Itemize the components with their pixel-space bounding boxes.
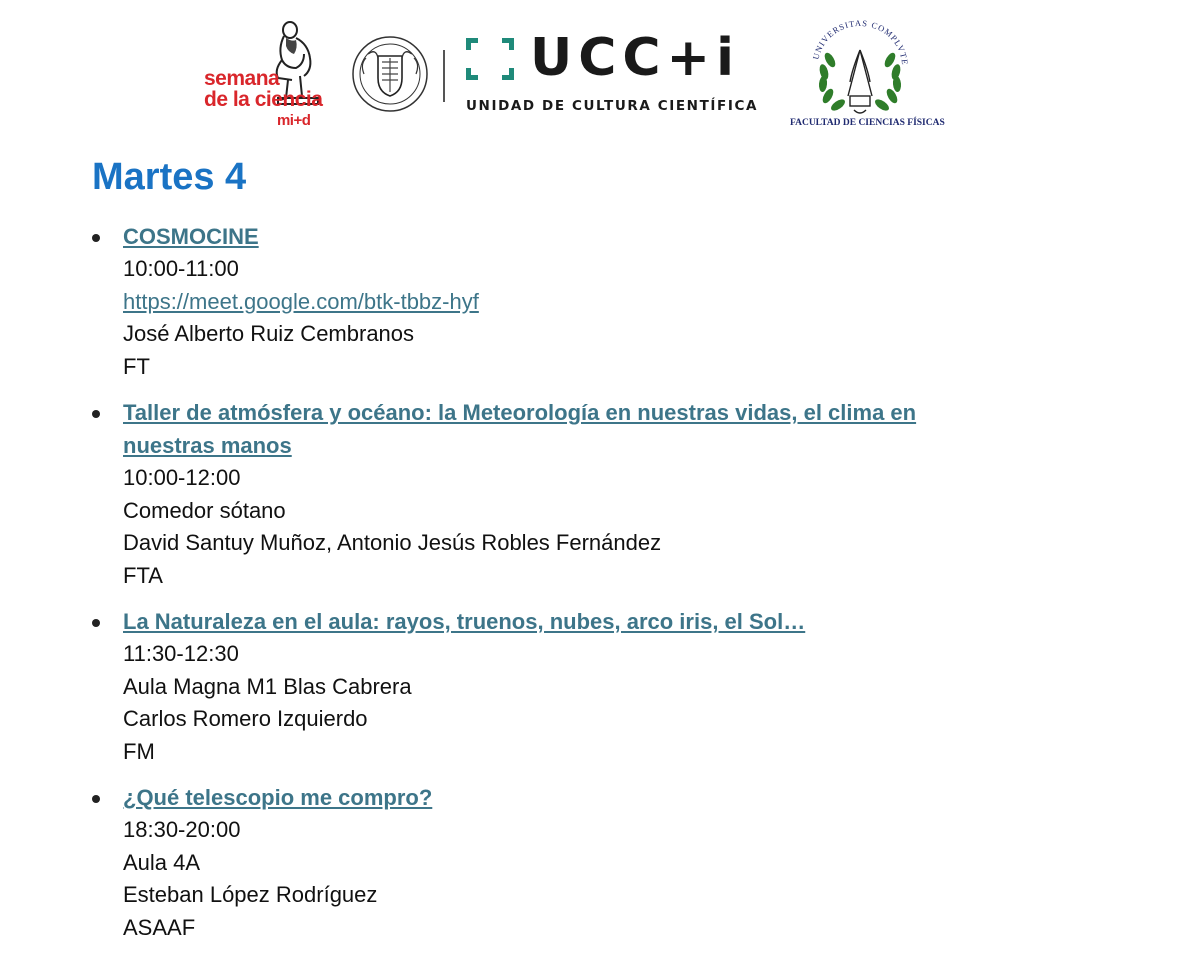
semana-wordmark [204, 68, 322, 131]
bullet-icon [92, 619, 100, 627]
ucci-brackets-icon [464, 36, 516, 82]
ucci-wordmark: UCC+i [530, 28, 740, 88]
ucci-logo [464, 28, 774, 120]
event-time: 10:00-11:00 [123, 256, 239, 281]
event-list [92, 220, 1132, 957]
event-time: 10:00-12:00 [123, 465, 241, 490]
event-time: 18:30-20:00 [123, 817, 241, 842]
fisicas-caption: FACULTAD DE CIENCIAS FÍSICAS [790, 118, 945, 128]
event-department: ASAAF [123, 914, 196, 940]
event-title-line-2: nuestras manos [123, 433, 292, 458]
event-time: 11:30-12:30 [123, 641, 239, 666]
laurel-wreath-icon [790, 20, 930, 120]
facultad-fisicas-logo [790, 20, 945, 132]
event-location: Aula Magna M1 Blas Cabrera [123, 673, 412, 699]
event-title-line-1: Taller de atmósfera y océano: la Meteorología en nuestras vidas, el clima en [123, 400, 917, 425]
event-department: FTA [123, 562, 163, 588]
event-location: Aula 4A [123, 849, 201, 875]
event-title-link[interactable]: ¿Qué telescopio me compro? [123, 785, 433, 810]
bullet-icon [92, 410, 100, 418]
semana-line-3: mi+d [276, 112, 311, 129]
day-title: Martes 4 [92, 156, 247, 198]
event-location: Comedor sótano [123, 497, 286, 523]
event-speaker: David Santuy Muñoz, Antonio Jesús Robles Fernández [123, 530, 662, 555]
semana-line-2: de la ciencia [204, 88, 323, 111]
event-item-telescopio [92, 781, 1132, 944]
event-speaker: Esteban López Rodríguez [123, 882, 378, 907]
event-speaker: José Alberto Ruiz Cembranos [123, 321, 415, 346]
event-item-naturaleza-aula [92, 605, 1132, 768]
meet-link[interactable]: https://meet.google.com/btk-tbbz-hyf [123, 288, 479, 314]
event-title-link[interactable]: La Naturaleza en el aula: rayos, truenos, nubes, arco iris, el Sol… [123, 609, 806, 634]
semana-line-1: semana [204, 67, 280, 90]
ucci-subtitle: UNIDAD DE CULTURA CIENTÍFICA [466, 98, 759, 114]
event-item-taller-atmosfera [92, 396, 1132, 592]
event-department: FT [123, 353, 150, 379]
bullet-icon [92, 234, 100, 242]
logo-divider [443, 50, 445, 102]
bullet-icon [92, 795, 100, 803]
event-department: FM [123, 738, 155, 764]
ucm-crest-logo [350, 34, 430, 114]
header-logos [0, 0, 1200, 140]
ucm-crest-icon [350, 34, 430, 114]
event-title-link[interactable]: COSMOCINE [123, 224, 259, 249]
fisicas-motto: UNIVERSITAS COMPLVTE [810, 20, 911, 66]
event-speaker: Carlos Romero Izquierdo [123, 706, 368, 731]
semana-de-la-ciencia-logo [200, 18, 330, 130]
event-title-link[interactable] [123, 396, 1132, 462]
event-item-cosmocine [92, 220, 1132, 383]
